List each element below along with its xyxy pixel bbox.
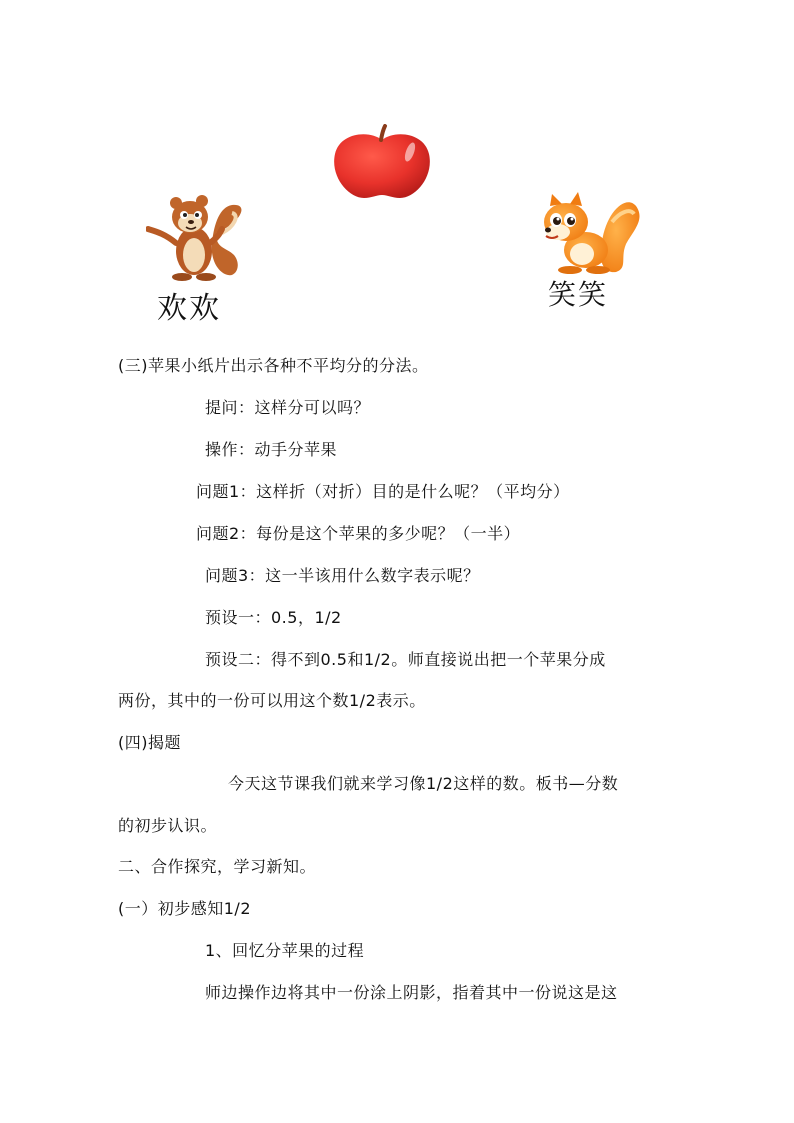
text-line: 问题1：这样折（对折）目的是什么呢？（平均分） <box>196 482 570 501</box>
character-name-xiaoxiao: 笑笑 <box>548 278 609 311</box>
text-line: 的初步认识。 <box>118 816 218 835</box>
subsection-heading-1: (一）初步感知1/2 <box>118 899 251 918</box>
section-heading-3: (三)苹果小纸片出示各种不平均分的分法。 <box>118 356 429 375</box>
squirrel-icon <box>536 192 642 274</box>
text-line: 两份，其中的一份可以用这个数1/2表示。 <box>118 691 426 710</box>
text-line: 师边操作边将其中一份涂上阴影，指着其中一份说这是这 <box>205 983 618 1002</box>
text-line: 问题2：每份是这个苹果的多少呢？（一半） <box>196 524 521 543</box>
section-heading-part2: 二、合作探究，学习新知。 <box>118 857 317 876</box>
text-line: 今天这节课我们就来学习像1/2这样的数。板书—分数 <box>228 774 619 793</box>
text-line: 1、回忆分苹果的过程 <box>205 941 365 960</box>
text-line: 预设二：得不到0.5和1/2。师直接说出把一个苹果分成 <box>205 650 606 669</box>
character-name-huanhuan: 欢欢 <box>157 291 221 326</box>
apple-icon <box>330 124 434 200</box>
text-line: 操作：动手分苹果 <box>205 440 338 459</box>
chipmunk-icon <box>146 193 248 283</box>
text-line: 提问：这样分可以吗？ <box>205 398 371 417</box>
text-line: 问题3：这一半该用什么数字表示呢？ <box>205 566 480 585</box>
text-line: 预设一：0.5，1/2 <box>205 608 342 627</box>
section-heading-4: (四)揭题 <box>118 733 181 752</box>
